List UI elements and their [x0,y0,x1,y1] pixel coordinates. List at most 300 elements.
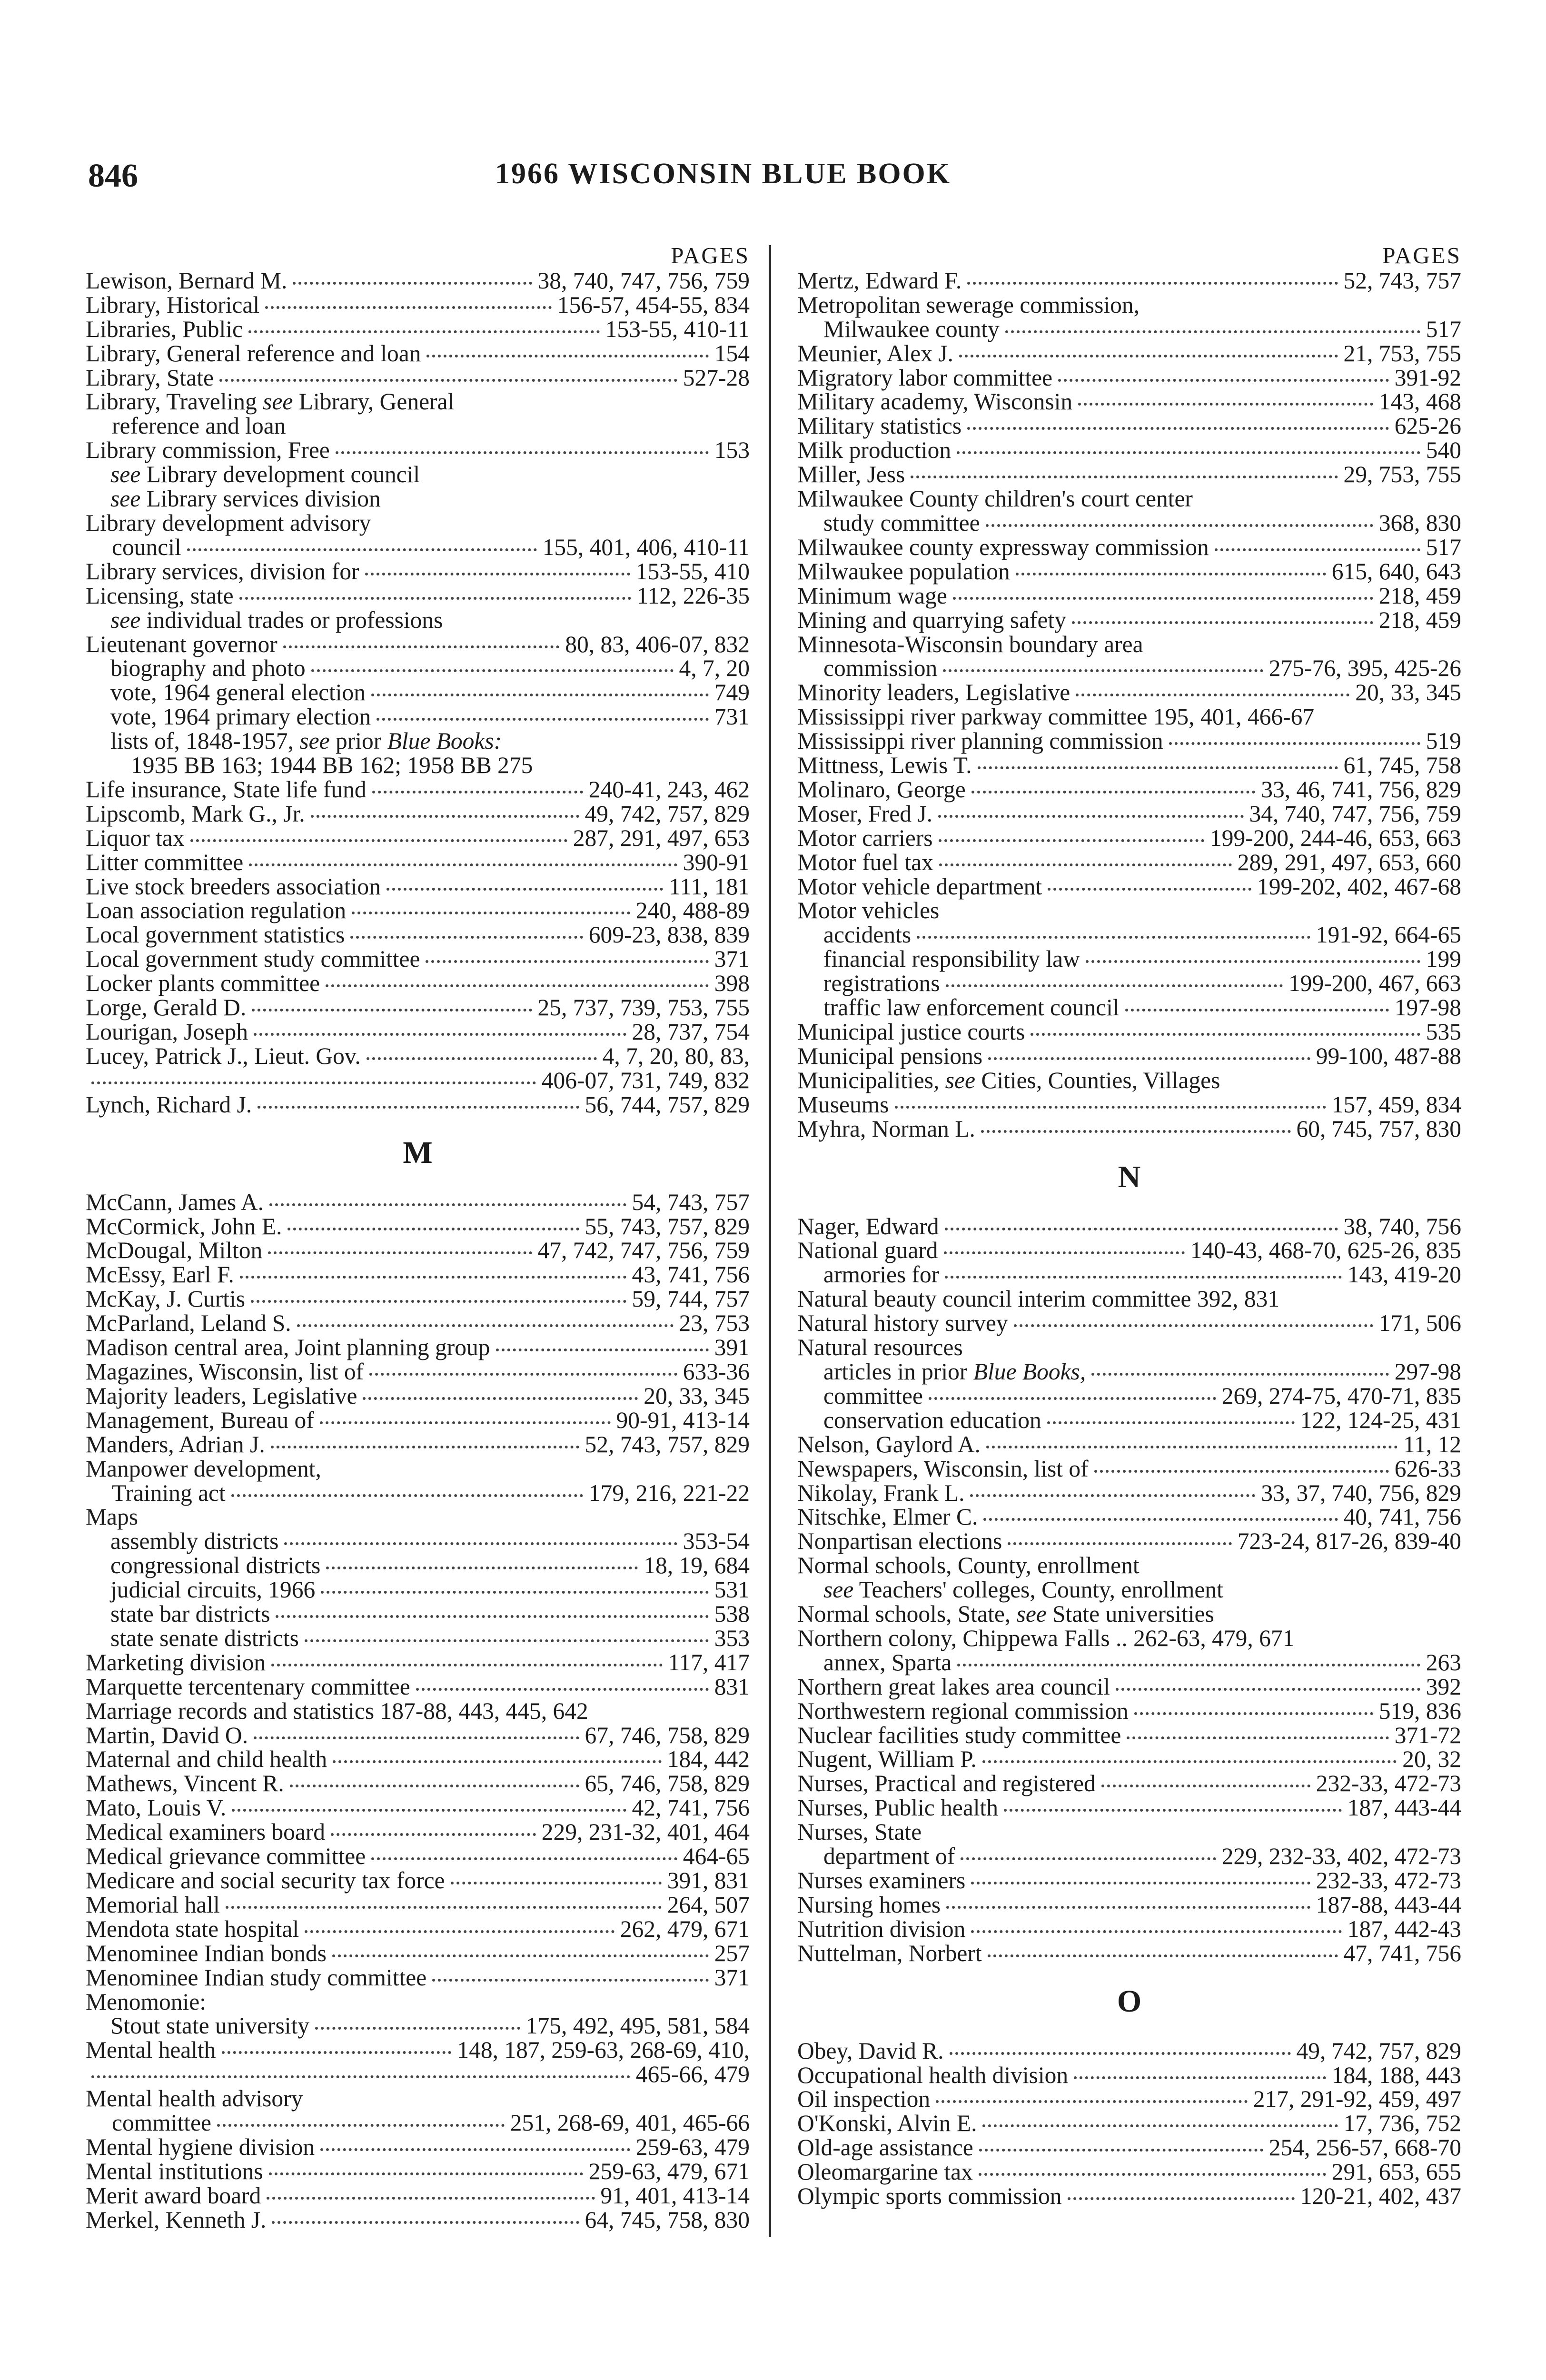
entry-pages: 609-23, 838, 839 [588,922,750,948]
entry-term-text: see [263,388,293,415]
entry-term-text: Natural beauty council interim committee 392, 831 [797,1286,1280,1312]
entry-term [86,1917,299,1942]
entry-term-text: Nuttelman, Norbert [797,1940,982,1966]
entry-term [86,899,346,923]
entry-term [797,729,1163,754]
entry-term [797,2160,973,2184]
entry-term-text: Cities, Counties, Villages [975,1067,1220,1093]
entry-term [823,511,980,536]
index-entry [86,681,750,705]
entry-term [797,754,972,778]
dot-leader [416,1688,709,1691]
dot-leader [426,355,708,357]
entry-pages: 464-65 [683,1843,750,1870]
entry-term-text: Northern colony, Chippewa Falls .. 262-63, 479, 671 [797,1625,1295,1651]
index-entry [86,1215,750,1239]
entry-term [110,461,420,487]
dot-leader [287,1228,579,1230]
index-entry [86,1505,750,1529]
entry-pages: 831 [714,1673,750,1700]
entry-term [86,269,287,293]
entry-term [112,1481,226,1506]
index-entry [797,536,1461,560]
index-entry [86,2184,750,2208]
dot-leader [971,1930,1341,1933]
entry-term-text: Merit award board [86,2182,261,2209]
entry-term [797,1215,939,1239]
index-entry [797,875,1461,899]
dot-leader [1101,1785,1310,1787]
dot-leader [1169,742,1420,745]
entry-term-text: Locker plants committee [86,970,320,997]
index-entry [797,1602,1461,1626]
dot-leader [371,694,709,696]
dot-leader [290,1785,579,1787]
entry-term [797,1699,1129,1724]
index-entry [797,1457,1461,1481]
entry-term [86,388,454,415]
entry-term-text: Milwaukee county expressway commission [797,534,1209,560]
dot-leader [1005,330,1420,333]
index-entry [797,1747,1461,1772]
index-entry [797,1117,1461,1141]
entry-term-text: Oil inspection [797,2086,931,2112]
index-entry [86,1699,750,1724]
index-entry [797,947,1461,972]
entry-term-text: Nursing homes [797,1891,941,1918]
index-entry [797,2063,1461,2088]
index-entry [797,1796,1461,1820]
entry-term [86,2184,261,2208]
entry-term [797,778,966,802]
entry-pages: 29, 753, 755 [1343,461,1461,488]
entry-term-text: Occupational health division [797,2062,1069,2088]
entry-term [112,536,181,560]
entry-pages: 80, 83, 406-07, 832 [565,631,750,657]
entry-term-text: Library, General [293,388,455,415]
index-entry [86,2208,750,2232]
entry-term [86,342,421,366]
entry-term [86,366,214,390]
dot-leader [1086,960,1420,963]
entry-pages: 64, 745, 758, 830 [585,2206,750,2233]
dot-leader [320,2148,630,2151]
dot-leader [945,1228,1338,1230]
entry-pages: 4, 7, 20, 80, 83, [602,1042,750,1069]
entry-term [797,390,1072,414]
entry-pages: 199-200, 467, 663 [1288,970,1461,997]
index-entry [797,1311,1461,1336]
dot-leader [315,2027,520,2030]
entry-term [797,438,951,463]
entry-term [797,1457,1089,1481]
dot-leader [284,1542,677,1545]
entry-pages: 52, 743, 757, 829 [585,1431,750,1458]
entry-term [86,1408,314,1433]
entry-term-text: Military academy, Wisconsin [797,388,1073,415]
entry-pages: 143, 468 [1378,388,1461,415]
entry-term-text: Library services, division for [86,558,359,585]
entry-term-text: vote, 1964 general election [110,679,366,706]
entry-term-text: Nutrition division [797,1915,966,1942]
index-entry [797,972,1461,996]
entry-term [86,1263,234,1287]
entry-term [797,1239,938,1263]
entry-term-text: Mental health [86,2037,216,2063]
entry-pages: 251, 268-69, 401, 465-66 [510,2110,750,2136]
index-entry [797,269,1461,293]
entry-term-text: Mississippi river parkway committee 195, 401, 466-67 [797,704,1315,730]
dot-leader [917,936,1310,939]
dot-leader [311,815,579,818]
entry-pages: 33, 46, 741, 756, 829 [1261,776,1461,803]
entry-term-text: department of [823,1843,955,1870]
index-entry [86,996,750,1020]
index-entry [797,802,1461,826]
entry-term-text: Oleomargarine tax [797,2159,973,2185]
index-entry [86,754,750,778]
entry-term-text: McEssy, Earl F. [86,1261,234,1288]
dot-leader [333,1760,662,1763]
entry-term-text: McCormick, John E. [86,1213,282,1240]
entry-term-text: Library, State [86,364,214,391]
dot-leader [249,863,677,866]
dot-leader [1058,379,1389,382]
index-entry [797,1481,1461,1506]
dot-leader [939,839,1205,842]
index-entry [797,390,1461,414]
entry-term [797,897,939,923]
index-entry [797,366,1461,390]
entry-term [110,607,443,633]
entry-term [86,293,259,317]
dot-leader [496,1349,709,1351]
entry-pages: 259-63, 479 [635,2133,750,2160]
entry-term-text: Library development advisory [86,509,371,536]
entry-term-text: Libraries, Public [86,316,243,342]
page-number: 846 [88,158,138,194]
entry-term [797,1552,1140,1578]
entry-term [131,752,533,778]
entry-term-text: Local government study committee [86,946,420,972]
entry-term-text: Motor vehicles [797,897,940,924]
index-entry [797,584,1461,608]
entry-term-text: Maps [86,1504,138,1530]
entry-term-text: Milwaukee county [823,316,1000,342]
entry-term-text: Natural resources [797,1334,963,1361]
entry-term [797,631,1143,657]
entry-pages: 122, 124-25, 431 [1300,1407,1461,1433]
entry-term-text: 1935 BB 163; 1944 BB 162; 1958 BB 275 [131,752,533,779]
entry-term [86,851,243,875]
entry-term [86,1966,426,1990]
dot-leader [1074,2076,1326,2079]
dot-leader [239,597,631,600]
index-entry [86,1651,750,1675]
entry-term [823,656,937,681]
entry-term-text: Litter committee [86,849,244,875]
index-entry [797,511,1461,536]
entry-term [86,802,305,826]
dot-leader [943,669,1263,672]
section-letter-heading: O [1117,1983,1142,2019]
entry-term [797,1942,982,1966]
dot-leader [945,1276,1341,1279]
index-entry [797,1408,1461,1433]
entry-term-text: accidents [823,922,912,948]
dot-leader [363,1397,638,1400]
entry-term-text: O'Konski, Alvin E. [797,2110,977,2137]
entry-pages: 157, 459, 834 [1331,1091,1461,1118]
index-entry [797,1578,1461,1602]
index-entry [86,2087,750,2111]
entry-term-text: assembly districts [110,1528,279,1555]
entry-term-text: see [299,728,330,754]
entry-term [797,608,1066,633]
dot-leader [970,1494,1255,1497]
dot-leader [271,1446,579,1448]
dot-leader [1072,621,1373,624]
entry-term [86,1433,265,1457]
dot-leader [978,766,1338,769]
entry-term-text: Management, Bureau of [86,1407,314,1433]
entry-term [797,536,1209,560]
entry-term [797,1772,1096,1796]
entry-pages: 56, 744, 757, 829 [585,1091,750,1118]
dot-leader [222,2051,452,2054]
entry-term-text: Nitschke, Elmer C. [797,1504,978,1530]
index-entry [86,511,750,536]
entry-term-text: Manpower development, [86,1455,321,1482]
dot-leader [982,1760,1397,1763]
entry-term-text: Blue Books: [387,728,502,754]
index-entry [86,705,750,729]
entry-pages: 371 [714,946,750,972]
entry-pages: 187, 443-44 [1347,1795,1461,1821]
entry-term [823,1844,955,1869]
entry-term [86,560,359,584]
entry-term-text: State universities [1046,1601,1214,1627]
entry-term-text: McKay, J. Curtis [86,1286,246,1312]
entry-pages: 615, 640, 643 [1331,558,1461,585]
dot-leader [91,2075,630,2078]
index-entry [86,342,750,366]
entry-term-text: Miller, Jess [797,461,905,488]
entry-term-text: Mississippi river planning commission [797,728,1163,754]
entry-term-text: Live stock breeders association [86,873,381,900]
entry-term [86,923,345,947]
entry-pages: 23, 753 [679,1310,750,1337]
entry-pages: 297-98 [1394,1358,1461,1385]
index-entry [797,1651,1461,1675]
dot-leader [988,1057,1310,1060]
index-entry [86,1990,750,2014]
entry-pages: 259-63, 479, 671 [588,2158,750,2184]
entry-term-text: McCann, James A. [86,1189,264,1215]
entry-term [86,826,185,851]
index-entry [797,1384,1461,1408]
entry-term-text: Licensing, state [86,582,234,609]
entry-term [823,923,911,947]
index-entry [797,2184,1461,2209]
index-entry [797,923,1461,947]
entry-term-text: Minimum wage [797,582,947,609]
entry-pages: 43, 741, 756 [632,1261,750,1288]
index-entry [86,851,750,875]
dot-leader [986,1446,1397,1448]
entry-term-text: Mental health advisory [86,2085,303,2112]
dot-leader [1031,1033,1420,1036]
entry-pages: 90-91, 413-14 [616,1407,750,1433]
entry-term [86,438,330,463]
index-entry [797,2160,1461,2184]
entry-term [86,1384,357,1408]
entry-pages: 254, 256-57, 668-70 [1269,2134,1461,2161]
dot-leader [276,1615,708,1618]
entry-pages: 52, 743, 757 [1343,267,1461,294]
entry-pages: 538 [714,1601,750,1627]
entry-term [86,510,371,536]
entry-term [86,972,320,996]
dot-leader [979,2173,1326,2176]
entry-term-text: McParland, Leland S. [86,1310,291,1337]
entry-term-text: Menomonie: [86,1988,206,2015]
entry-term [823,996,1120,1020]
entry-term-text: Mertz, Edward F. [797,267,962,294]
index-entry [86,1457,750,1481]
entry-term [110,1602,270,1626]
index-entry [86,269,750,293]
entry-term-text: Olympic sports commission [797,2183,1062,2210]
entry-term [110,728,502,754]
dot-leader [231,1494,583,1497]
entry-term [86,1651,266,1675]
entry-term [86,584,234,608]
entry-term [797,463,905,487]
entry-pages: 262, 479, 671 [620,1915,750,1942]
entry-term [797,1286,1279,1312]
entry-term-text: Northern great lakes area council [797,1673,1110,1700]
entry-term [86,947,420,972]
entry-term-text: Library, General reference and loan [86,340,421,367]
entry-term [797,1796,998,1820]
dot-leader [967,282,1338,285]
dot-leader [254,1033,626,1036]
index-entry [797,1044,1461,1069]
index-entry [797,414,1461,438]
dot-leader [950,2052,1291,2055]
entry-pages: 199-202, 402, 467-68 [1257,873,1461,900]
entry-pages: 65, 746, 758, 829 [585,1770,750,1797]
index-entry [86,802,750,826]
entry-pages: 67, 746, 758, 829 [585,1722,750,1748]
entry-pages: 240-41, 243, 462 [588,776,750,803]
dot-leader [269,2172,583,2175]
entry-term [86,1772,284,1796]
entry-pages: 406-07, 731, 749, 832 [541,1067,750,1093]
dot-leader [217,2124,505,2127]
dot-leader [283,645,560,648]
index-entry [86,487,750,511]
entry-pages: 143, 419-20 [1347,1261,1461,1288]
entry-term-text: conservation education [823,1407,1041,1433]
entry-pages: 55, 743, 757, 829 [585,1213,750,1240]
dot-leader [240,1276,626,1279]
entry-term [110,1554,320,1578]
entry-term [797,1601,1214,1627]
entry-pages: 353 [714,1625,750,1651]
entry-term [797,2184,1062,2209]
index-entry [797,729,1461,754]
index-entry [797,851,1461,875]
entry-pages: 199 [1426,946,1461,972]
entry-term-text: see [110,486,141,512]
entry-term [86,1989,206,2015]
index-entry [86,899,750,923]
index-entry [797,1505,1461,1529]
entry-pages: 289, 291, 497, 653, 660 [1237,849,1461,875]
index-entry [797,1263,1461,1287]
entry-term-text: Library, Traveling [86,388,263,415]
entry-term-text: Madison central area, Joint planning group [86,1334,490,1361]
index-entry [86,1675,750,1699]
entry-pages: 368, 830 [1378,509,1461,536]
entry-term [86,1215,282,1239]
entry-pages: 154 [714,340,750,367]
index-entry [86,1190,750,1215]
entry-pages: 20, 33, 345 [644,1382,750,1409]
index-entry [797,2112,1461,2136]
entry-term-text: Old-age assistance [797,2134,973,2161]
entry-term-text: Normal schools, County, enrollment [797,1552,1140,1579]
index-entry [797,899,1461,923]
entry-term-text: Moser, Fred J. [797,800,932,827]
index-entry [797,342,1461,366]
index-entry [86,1287,750,1311]
dot-leader [293,282,532,285]
entry-pages: 112, 226-35 [636,582,750,609]
entry-pages: 392 [1426,1673,1461,1700]
dot-leader [946,1906,1310,1909]
entry-term [797,366,1052,390]
dot-leader [269,1203,626,1206]
index-entry [797,1869,1461,1893]
entry-term-text: armories for [823,1261,940,1288]
index-entry [797,754,1461,778]
entry-pages: 38, 740, 756 [1343,1213,1461,1240]
dot-leader [305,1639,709,1642]
index-entry [86,1408,750,1433]
entry-term-text: Nelson, Gaylord A. [797,1431,981,1458]
index-entry [797,633,1461,657]
index-entry [86,947,750,972]
index-entry [86,1433,750,1457]
index-entry [797,1554,1461,1578]
index-entry [86,1239,750,1263]
entry-term [797,1747,977,1772]
index-entry [86,1966,750,1990]
entry-term-text: study committee [823,509,980,536]
index-entry [797,1069,1461,1093]
pages-column-label: PAGES [671,242,750,268]
entry-term [797,560,1010,584]
entry-pages: 217, 291-92, 459, 497 [1253,2086,1461,2112]
entry-term [110,681,366,705]
index-entry [797,681,1461,705]
entry-pages: 18, 19, 684 [644,1552,750,1579]
index-entry [86,1917,750,1942]
entry-term [797,2063,1068,2088]
